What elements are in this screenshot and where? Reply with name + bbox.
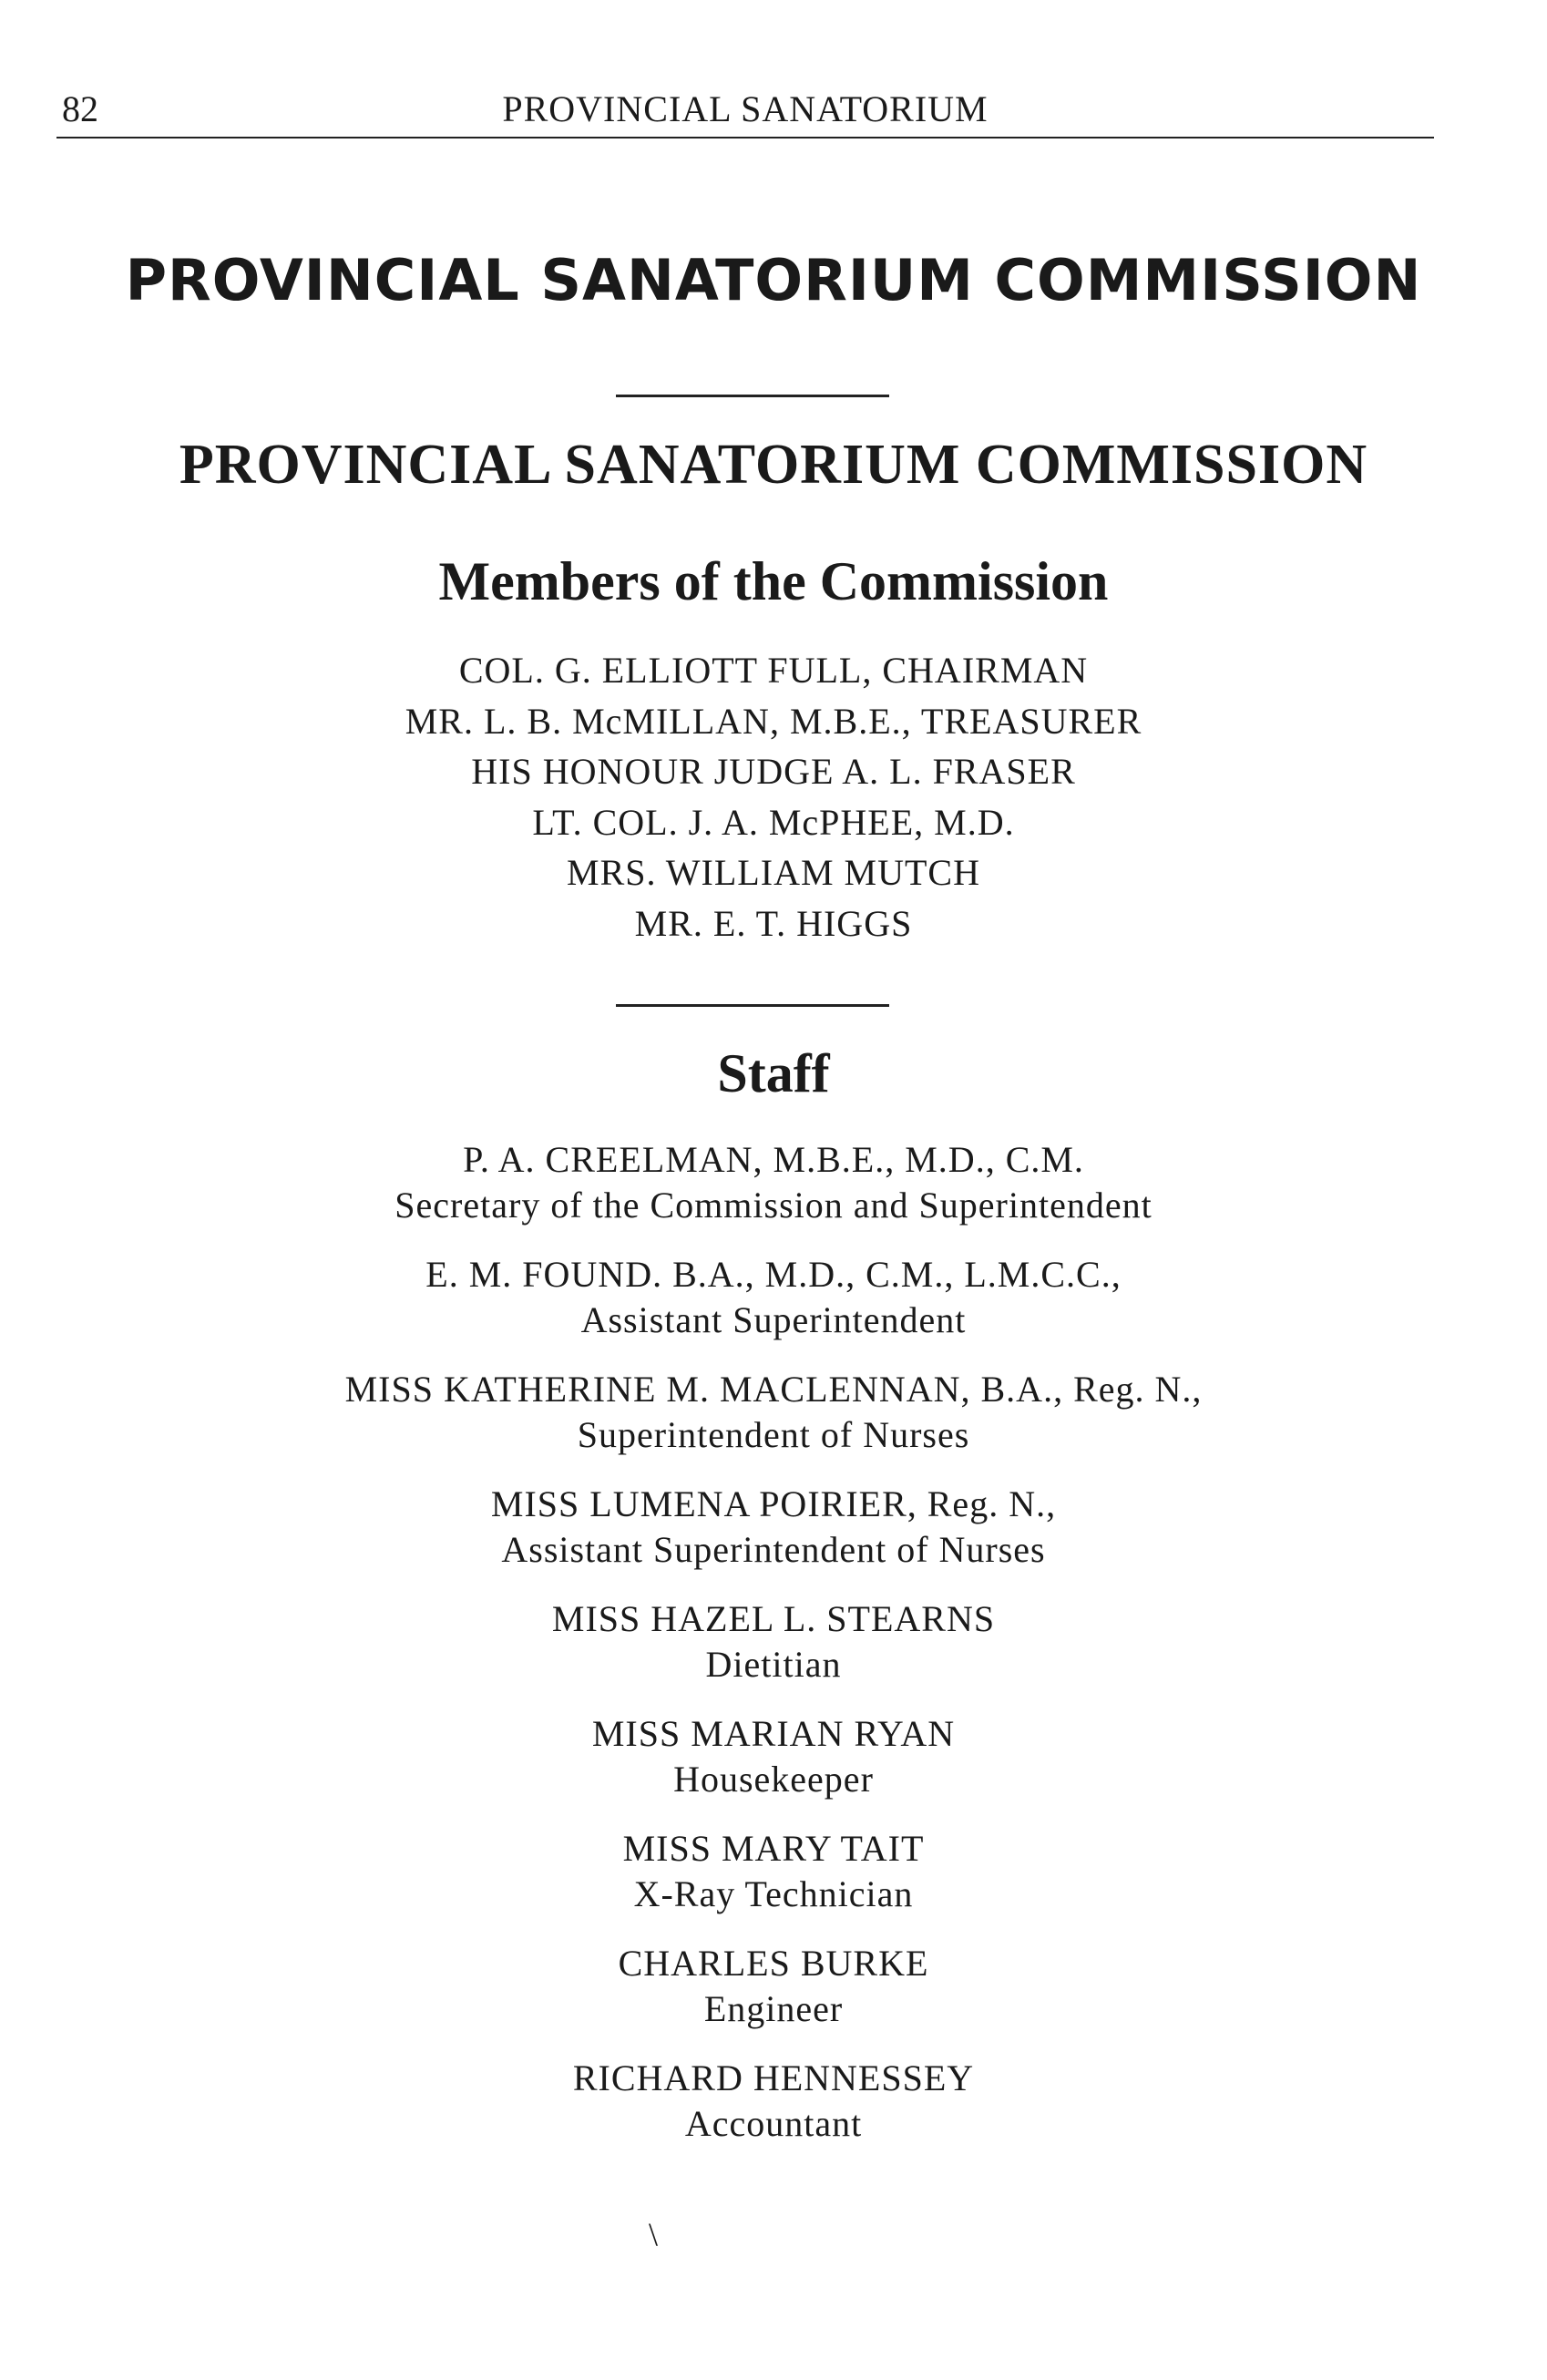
member-entry: COL. G. ELLIOTT FULL, CHAIRMAN bbox=[458, 650, 1089, 691]
staff-name: MISS MARY TAIT bbox=[622, 1828, 925, 1869]
staff-name: MISS MARIAN RYAN bbox=[591, 1713, 956, 1754]
staff-entry bbox=[0, 1367, 1547, 1482]
staff-name: E. M. FOUND. B.A., M.D., C.M., L.M.C.C., bbox=[425, 1254, 1122, 1295]
staff-role: Assistant Superintendent bbox=[580, 1299, 967, 1340]
staff-name: MISS HAZEL L. STEARNS bbox=[551, 1598, 996, 1639]
staff-name: CHARLES BURKE bbox=[618, 1943, 929, 1984]
staff-entry bbox=[0, 1711, 1547, 1826]
staff-name: MISS LUMENA POIRIER, Reg. N., bbox=[490, 1483, 1057, 1524]
staff-role: Assistant Superintendent of Nurses bbox=[501, 1529, 1046, 1570]
member-entry: MR. L. B. McMILLAN, M.B.E., TREASURER bbox=[405, 700, 1142, 742]
staff-entry bbox=[0, 1596, 1547, 1711]
member-entry: HIS HONOUR JUDGE A. L. FRASER bbox=[471, 751, 1076, 792]
staff-name: RICHARD HENNESSEY bbox=[572, 2057, 975, 2098]
running-title: PROVINCIAL SANATORIUM bbox=[502, 88, 989, 129]
staff-name: P. A. CREELMAN, M.B.E., M.D., C.M. bbox=[463, 1139, 1084, 1180]
staff-entry bbox=[0, 1826, 1547, 1941]
main-heading: PROVINCIAL SANATORIUM COMMISSION bbox=[179, 434, 1368, 496]
running-head bbox=[56, 84, 1434, 138]
staff-entry bbox=[0, 1137, 1547, 1252]
members-heading: Members of the Commission bbox=[438, 551, 1109, 611]
section-divider bbox=[616, 395, 889, 397]
page-number: 82 bbox=[62, 88, 98, 129]
staff-role: Dietitian bbox=[705, 1644, 842, 1685]
staff-role: Superintendent of Nurses bbox=[577, 1414, 970, 1455]
staff-entry bbox=[0, 1252, 1547, 1367]
staff-entry bbox=[0, 1482, 1547, 1596]
staff-role: Secretary of the Commission and Superintendent bbox=[394, 1185, 1153, 1226]
member-entry: LT. COL. J. A. McPHEE, M.D. bbox=[532, 801, 1015, 843]
banner-title: PROVINCIAL SANATORIUM COMMISSION bbox=[125, 247, 1422, 313]
staff-role: Accountant bbox=[684, 2103, 863, 2144]
staff-role: Engineer bbox=[703, 1988, 844, 2029]
staff-role: Housekeeper bbox=[673, 1759, 874, 1800]
section-divider bbox=[616, 1004, 889, 1007]
staff-role: X-Ray Technician bbox=[633, 1873, 914, 1914]
member-entry: MRS. WILLIAM MUTCH bbox=[567, 852, 980, 893]
staff-heading: Staff bbox=[717, 1043, 830, 1103]
members-list bbox=[0, 645, 1547, 949]
staff-name: MISS KATHERINE M. MACLENNAN, B.A., Reg. N., bbox=[344, 1369, 1203, 1410]
staff-entry bbox=[0, 1941, 1547, 2056]
member-entry: MR. E. T. HIGGS bbox=[634, 902, 913, 944]
staff-entry bbox=[0, 2056, 1547, 2170]
closing-mark: \ bbox=[649, 2216, 659, 2252]
staff-list bbox=[0, 1137, 1547, 2170]
